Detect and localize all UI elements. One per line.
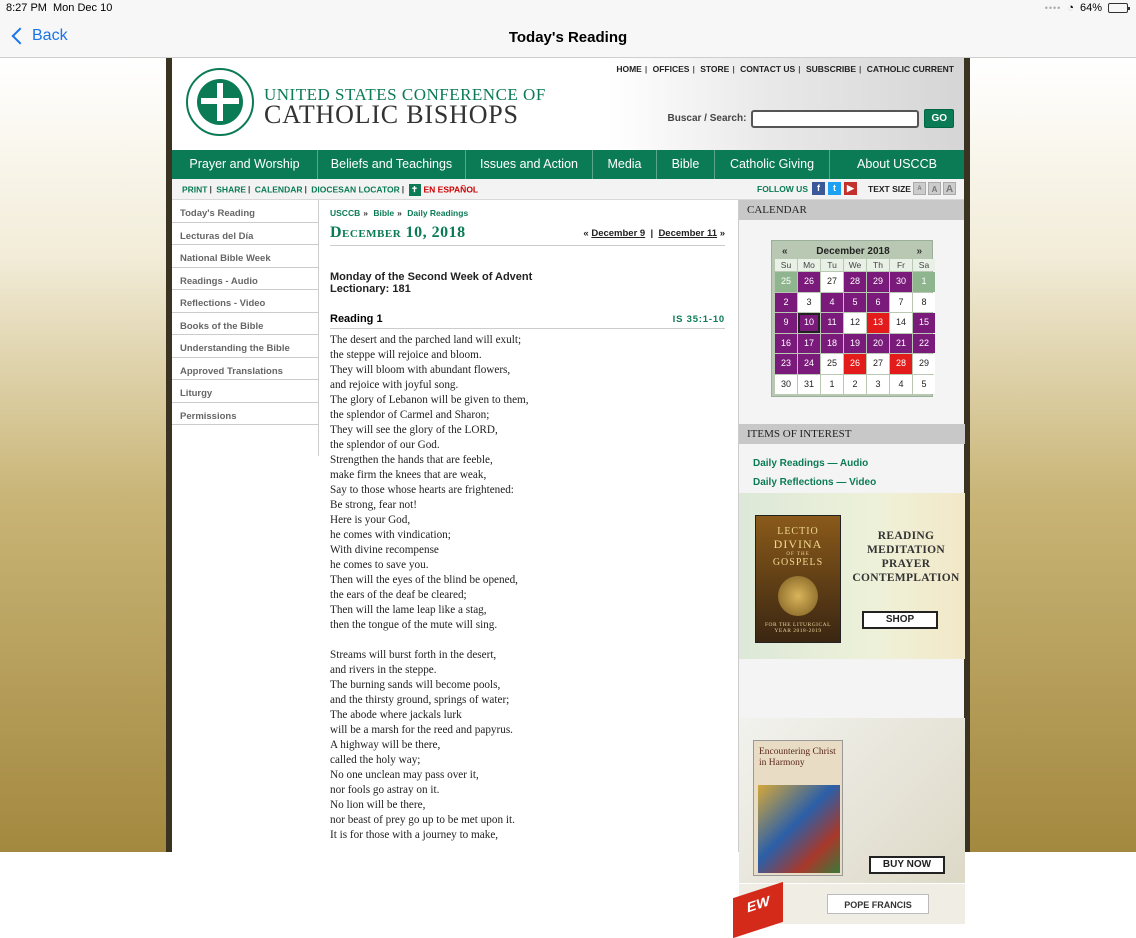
search-go-button[interactable]: GO [924, 109, 954, 128]
menu-catholic-giving[interactable]: Catholic Giving [715, 150, 830, 179]
calendar-day-name: Sa [913, 259, 935, 271]
calendar-day[interactable]: 2 [775, 293, 797, 313]
site-header [172, 58, 964, 150]
calendar-day[interactable]: 26 [844, 354, 866, 374]
calendar-day[interactable]: 4 [890, 375, 912, 395]
promo-line-prayer: PRAYER [881, 558, 931, 570]
calendar-heading: CALENDAR [739, 200, 964, 220]
calendar-day[interactable]: 15 [913, 313, 935, 333]
sidebar-item-liturgy[interactable]: Liturgy [172, 380, 318, 403]
encountering-christ-book-cover [753, 740, 843, 876]
new-ribbon: EW [733, 882, 783, 938]
calendar-next-button[interactable]: » [916, 246, 922, 257]
menu-beliefs-teachings[interactable]: Beliefs and Teachings [318, 150, 466, 179]
verse-line: Strengthen the hands that are feeble, [330, 454, 493, 466]
search-input[interactable] [751, 110, 919, 128]
pope-francis-label: POPE FRANCIS [827, 894, 929, 914]
calendar-day[interactable]: 30 [775, 375, 797, 395]
promo-line-contemplation: CONTEMPLATION [852, 572, 960, 584]
calendar-day[interactable]: 12 [844, 313, 866, 333]
calendar-day[interactable]: 28 [890, 354, 912, 374]
share-link[interactable]: SHARE [216, 184, 247, 195]
book1-line4: GOSPELS [772, 557, 824, 568]
pope-francis-ad[interactable] [739, 884, 965, 924]
calendar-day[interactable]: 3 [867, 375, 889, 395]
calendar-day[interactable]: 18 [821, 334, 843, 354]
status-time: 8:27 PM [6, 2, 47, 14]
utility-bar [172, 179, 964, 200]
verse-line: Then will the eyes of the blind be opened, [330, 574, 518, 586]
verse-line: It is for those with a journey to make, [330, 829, 499, 841]
calendar-grid [775, 259, 930, 394]
calendar-day[interactable]: 28 [844, 272, 866, 292]
menu-bible[interactable]: Bible [657, 150, 715, 179]
sidebar-item-readings-audio[interactable]: Readings - Audio [172, 268, 318, 291]
calendar-day[interactable]: 27 [821, 272, 843, 292]
calendar-day[interactable]: 1 [821, 375, 843, 395]
right-sidebar [738, 200, 964, 916]
cross-icon [197, 79, 243, 125]
verse-line: Be strong, fear not! [330, 499, 417, 511]
calendar-day[interactable]: 26 [798, 272, 820, 292]
top-link-offices[interactable]: OFFICES [652, 64, 690, 74]
text-size-medium-button[interactable]: A [928, 182, 941, 195]
navigation-bar [0, 18, 1136, 58]
calendar-day[interactable]: 9 [775, 313, 797, 333]
calendar-day-selected[interactable]: 10 [798, 313, 820, 333]
book1-subtitle: FOR THE LITURGICAL YEAR 2018-2019 [764, 622, 832, 634]
calendar-header [774, 243, 930, 259]
menu-prayer-worship[interactable]: Prayer and Worship [172, 150, 318, 179]
battery-percent: 64% [1079, 2, 1102, 14]
date-navigation: « December 9 | December 11 » [583, 228, 725, 239]
verse-line: nor fools go astray on it. [330, 784, 440, 796]
calendar-day[interactable]: 19 [844, 334, 866, 354]
reading-date: December 10, 2018 [330, 224, 466, 241]
youtube-icon[interactable]: ▶ [844, 182, 857, 195]
calendar-day[interactable]: 2 [844, 375, 866, 395]
promo-line-meditation: MEDITATION [867, 544, 945, 556]
status-date: Mon Dec 10 [53, 2, 113, 14]
sidebar-item-todays-reading[interactable]: Today's Reading [172, 200, 318, 223]
top-link-home[interactable]: HOME [616, 64, 642, 74]
verse-line: With divine recompense [330, 544, 439, 556]
menu-about-usccb[interactable]: About USCCB [857, 157, 937, 171]
verse-line: the splendor of our God. [330, 439, 440, 451]
calendar-day[interactable]: 31 [798, 375, 820, 395]
next-day-link[interactable]: December 11 [658, 228, 718, 239]
calendar-day[interactable]: 29 [913, 354, 935, 374]
verse-line: The burning sands will become pools, [330, 679, 501, 691]
text-size-label: TEXT SIZE [868, 184, 911, 194]
espanol-link[interactable]: EN ESPAÑOL [423, 184, 479, 195]
calendar-day[interactable]: 5 [913, 375, 935, 395]
calendar-day[interactable]: 5 [844, 293, 866, 313]
breadcrumb-bible[interactable]: Bible [373, 208, 395, 218]
tree-icon [778, 576, 818, 616]
breadcrumb-daily-readings[interactable]: Daily Readings [407, 208, 469, 218]
daily-reflections-video-link[interactable]: Daily Reflections — Video [753, 477, 877, 488]
verse-line: he comes to save you. [330, 559, 429, 571]
calendar-day[interactable]: 20 [867, 334, 889, 354]
status-bar [0, 0, 1136, 18]
verse-line: and rivers in the steppe. [330, 664, 437, 676]
calendar-day[interactable]: 7 [890, 293, 912, 313]
multitasking-dots-icon: •••• [1044, 3, 1062, 13]
verse-line: No lion will be there, [330, 799, 426, 811]
sidebar-item-books-of-bible[interactable]: Books of the Bible [172, 313, 318, 336]
verse-line: and rejoice with joyful song. [330, 379, 459, 391]
top-link-subscribe[interactable]: SUBSCRIBE [805, 64, 857, 74]
sidebar-item-approved-translations[interactable]: Approved Translations [172, 358, 318, 381]
promo-text [847, 529, 965, 585]
verse-line: Then will the lame leap like a stag, [330, 604, 487, 616]
calendar-day[interactable]: 3 [798, 293, 820, 313]
calendar-link[interactable]: CALENDAR [254, 184, 303, 195]
sidebar-item-national-bible-week[interactable]: National Bible Week [172, 245, 318, 268]
print-link[interactable]: PRINT [182, 184, 208, 195]
follow-us-label: FOLLOW US [757, 184, 808, 194]
buy-now-button[interactable]: BUY NOW [869, 856, 945, 874]
calendar-day[interactable]: 8 [913, 293, 935, 313]
sidebar-divider [318, 200, 319, 456]
calendar-month: December 2018 [816, 246, 890, 257]
text-size-small-button[interactable]: A [913, 182, 926, 195]
left-sidebar [172, 200, 318, 425]
calendar-day-name: Tu [821, 259, 843, 271]
top-link-store[interactable]: STORE [700, 64, 730, 74]
verse-line: then the tongue of the mute will sing. [330, 619, 498, 631]
sidebar-item-permissions[interactable]: Permissions [172, 403, 318, 426]
book1-line1: LECTIO [777, 526, 819, 537]
calendar-day[interactable]: 27 [867, 354, 889, 374]
calendar-day[interactable]: 6 [867, 293, 889, 313]
stanza-break [330, 633, 725, 648]
reading-reference[interactable]: IS 35:1-10 [672, 314, 725, 325]
verse-line: A highway will be there, [330, 739, 441, 751]
items-of-interest-links [753, 454, 876, 492]
book1-line2: DIVINA [773, 537, 823, 551]
calendar-day[interactable]: 22 [913, 334, 935, 354]
verse-line: They will see the glory of the LORD, [330, 424, 498, 436]
items-of-interest-heading: ITEMS OF INTEREST [739, 424, 965, 444]
verse-line: called the holy way; [330, 754, 421, 766]
search-label: Buscar / Search: [667, 113, 747, 124]
espanol-icon: ✝ [409, 184, 421, 196]
verse-line: he comes with vindication; [330, 529, 451, 541]
scripture-text [330, 333, 725, 843]
calendar-day-name: We [844, 259, 866, 271]
org-name-line2: CATHOLIC BISHOPS [264, 100, 519, 129]
verse-line: The glory of Lebanon will be given to them, [330, 394, 529, 406]
text-size-buttons [913, 182, 956, 195]
calendar-prev-button[interactable]: « [782, 246, 788, 257]
calendar-day-name: Mo [798, 259, 820, 271]
calendar-day[interactable]: 21 [890, 334, 912, 354]
verse-line: Here is your God, [330, 514, 411, 526]
lectio-divina-ad[interactable] [739, 493, 965, 659]
calendar-day[interactable]: 17 [798, 334, 820, 354]
menu-issues-action[interactable]: Issues and Action [466, 150, 593, 179]
page-title: Today's Reading [508, 29, 628, 46]
encountering-christ-ad[interactable] [739, 718, 965, 883]
top-link-contact[interactable]: CONTACT US [740, 64, 796, 74]
search-area [668, 109, 955, 128]
top-links: HOME | OFFICES | STORE | CONTACT US | SUBSCRIBE | CATHOLIC CURRENT [616, 64, 954, 74]
org-name-line1: UNITED STATES CONFERENCE OF [264, 85, 546, 104]
calendar-day[interactable]: 11 [821, 313, 843, 333]
verse-line: the splendor of Carmel and Sharon; [330, 409, 490, 421]
calendar-day[interactable]: 29 [867, 272, 889, 292]
verse-line: make firm the knees that are weak, [330, 469, 487, 481]
verse-line: The abode where jackals lurk [330, 709, 462, 721]
book1-line3: OF THE [786, 552, 810, 557]
calendar-day[interactable]: 13 [867, 313, 889, 333]
calendar-day[interactable]: 1 [913, 272, 935, 292]
calendar-day-name: Su [775, 259, 797, 271]
calendar-day[interactable]: 23 [775, 354, 797, 374]
usccb-seal-logo[interactable] [186, 68, 254, 136]
liturgical-day: Monday of the Second Week of Advent [330, 271, 533, 283]
verse-line: The desert and the parched land will exult; [330, 334, 522, 346]
prev-day-link[interactable]: December 9 [591, 228, 646, 239]
social-icons [812, 182, 857, 195]
status-right [1045, 2, 1128, 14]
calendar-widget [771, 240, 933, 397]
twitter-icon[interactable]: t [828, 182, 841, 195]
verse-line: the ears of the deaf be cleared; [330, 589, 467, 601]
sidebar-item-understanding-bible[interactable]: Understanding the Bible [172, 335, 318, 358]
verse-line: Say to those whose hearts are frightened: [330, 484, 514, 496]
calendar-day[interactable]: 25 [821, 354, 843, 374]
calendar-day[interactable]: 25 [775, 272, 797, 292]
promo-line-reading: READING [877, 530, 935, 542]
website [166, 58, 970, 916]
verse-line: They will bloom with abundant flowers, [330, 364, 511, 376]
main-menu [172, 150, 964, 179]
calendar-day-name: Th [867, 259, 889, 271]
calendar-day[interactable]: 30 [890, 272, 912, 292]
utility-links: PRINT | SHARE | CALENDAR | DIOCESAN LOCATOR | ✝ EN ESPAÑOL [182, 184, 479, 195]
lectio-divina-book-cover [755, 515, 841, 643]
back-label: Back [32, 27, 68, 44]
sidebar-item-lecturas[interactable]: Lecturas del Día [172, 223, 318, 246]
wifi-icon: ◔ [1067, 2, 1074, 14]
menu-media[interactable]: Media [593, 150, 657, 179]
lectionary-number: Lectionary: 181 [330, 283, 411, 295]
shop-button[interactable]: SHOP [862, 611, 938, 629]
main-content [330, 200, 725, 843]
calendar-day[interactable]: 4 [821, 293, 843, 313]
calendar-day[interactable]: 16 [775, 334, 797, 354]
stained-glass-art [758, 785, 840, 873]
daily-readings-audio-link[interactable]: Daily Readings — Audio [753, 458, 869, 469]
calendar-day[interactable]: 14 [890, 313, 912, 333]
facebook-icon[interactable]: f [812, 182, 825, 195]
book2-title: Encountering Christ in Harmony [759, 747, 836, 768]
calendar-day-name: Fr [890, 259, 912, 271]
reading-title: Reading 1 [330, 313, 383, 325]
breadcrumb: USCCB » Bible » Daily Readings [330, 208, 469, 218]
sidebar-item-reflections-video[interactable]: Reflections - Video [172, 290, 318, 313]
verse-line: will be a marsh for the reed and papyrus. [330, 724, 513, 736]
top-link-catholic-current[interactable]: CATHOLIC CURRENT [866, 64, 954, 74]
reading-header [330, 311, 725, 329]
breadcrumb-usccb[interactable]: USCCB [330, 208, 361, 218]
text-size-large-button[interactable]: A [943, 182, 956, 195]
verse-line: Streams will burst forth in the desert, [330, 649, 497, 661]
verse-line: nor beast of prey go up to be met upon it. [330, 814, 515, 826]
calendar-day[interactable]: 24 [798, 354, 820, 374]
diocesan-locator-link[interactable]: DIOCESAN LOCATOR [311, 184, 400, 195]
battery-icon [1108, 3, 1128, 13]
verse-line: No one unclean may pass over it, [330, 769, 479, 781]
verse-line: the steppe will rejoice and bloom. [330, 349, 482, 361]
verse-line: and the thirsty ground, springs of water; [330, 694, 510, 706]
date-row [330, 220, 725, 246]
